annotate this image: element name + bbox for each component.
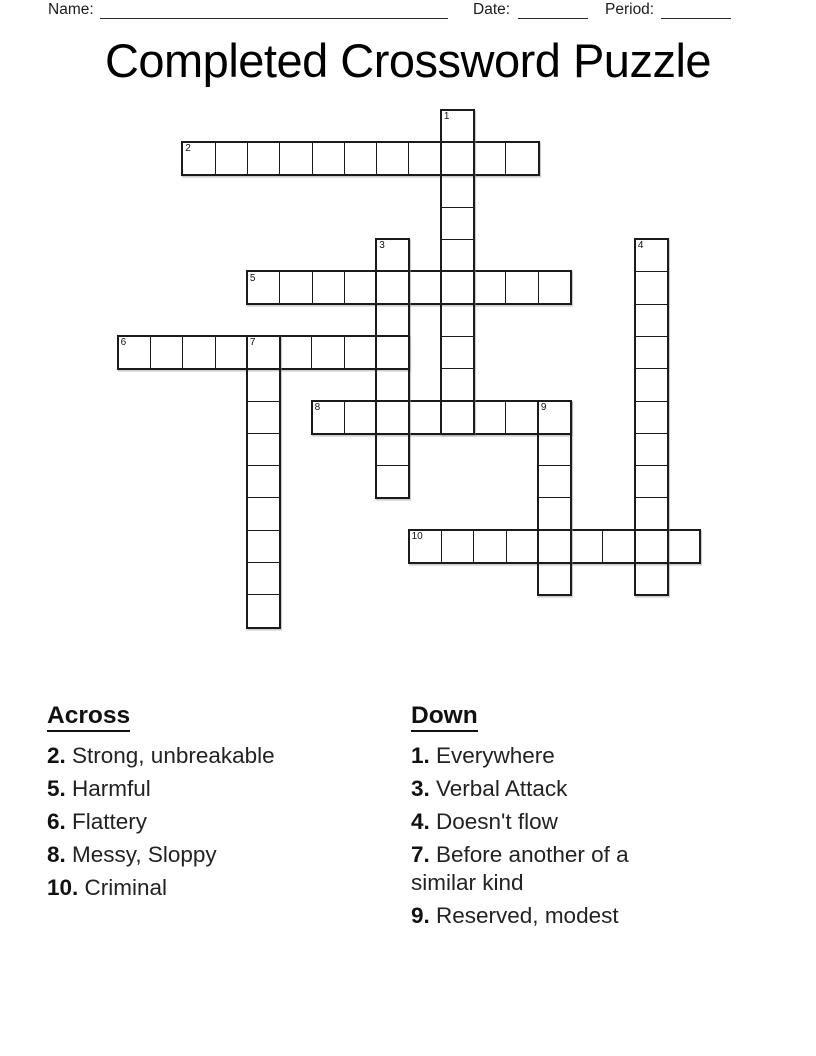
crossword-cell[interactable] (636, 304, 667, 336)
crossword-cell[interactable] (408, 143, 440, 174)
crossword-cell[interactable] (248, 497, 279, 529)
period-field[interactable] (661, 2, 731, 19)
crossword-cell[interactable] (442, 368, 473, 400)
clue-text: Doesn't flow (429, 809, 558, 834)
crossword-cell[interactable] (667, 531, 699, 562)
name-label: Name: (48, 1, 94, 18)
down-clues-section (411, 702, 699, 935)
cell-number-2: 2 (185, 143, 191, 155)
clue-number: 3. (411, 776, 430, 801)
down-clue-list (411, 742, 699, 930)
cell-number-9: 9 (540, 401, 547, 413)
cell-number-7: 7 (249, 337, 256, 349)
clue-text: Harmful (65, 776, 151, 801)
across-heading: Across (47, 702, 130, 732)
crossword-cell[interactable] (377, 400, 408, 432)
crossword-cell[interactable] (602, 531, 634, 562)
crossword-cell[interactable] (539, 433, 570, 465)
crossword-cell[interactable] (636, 401, 667, 433)
clue-number: 4. (411, 809, 430, 834)
clue-3-down (411, 775, 699, 803)
clue-number: 8. (47, 842, 66, 867)
cell-number-6: 6 (120, 337, 127, 349)
crossword-cell[interactable] (473, 272, 505, 303)
crossword-cell[interactable] (376, 143, 408, 174)
crossword-cell[interactable] (215, 337, 247, 368)
crossword-cell[interactable] (442, 271, 473, 303)
clue-text: Strong, unbreakable (65, 743, 275, 768)
date-label: Date: (473, 1, 511, 18)
clue-text: Before another of a similar kind (411, 842, 629, 895)
down-heading: Down (411, 702, 478, 732)
clue-7-down (411, 841, 699, 897)
crossword-cell[interactable] (182, 337, 214, 368)
crossword-cell[interactable] (473, 531, 505, 562)
crossword-cell[interactable] (636, 433, 667, 465)
crossword-cell[interactable] (570, 531, 602, 562)
clue-number: 10. (47, 875, 79, 900)
crossword-cell[interactable] (505, 402, 537, 433)
clue-text: Reserved, modest (429, 903, 619, 928)
clue-text: Everywhere (429, 743, 555, 768)
crossword-cell[interactable] (539, 562, 570, 594)
crossword-cell[interactable] (538, 272, 570, 303)
word-7-down (246, 335, 281, 629)
crossword-cell[interactable] (279, 143, 311, 174)
crossword-cell[interactable] (636, 336, 667, 368)
clue-number: 2. (47, 743, 66, 768)
name-field[interactable] (100, 2, 448, 19)
crossword-cell[interactable] (248, 594, 279, 626)
crossword-cell[interactable] (279, 337, 311, 368)
crossword-cell[interactable] (377, 304, 408, 336)
crossword-cell[interactable] (505, 272, 537, 303)
crossword-cell[interactable] (442, 336, 473, 368)
cell-number-3: 3 (379, 240, 385, 252)
across-clues-section (47, 702, 397, 907)
crossword-cell[interactable] (312, 143, 344, 174)
crossword-cell[interactable] (215, 143, 247, 174)
crossword-cell[interactable] (248, 433, 279, 465)
crossword-cell[interactable] (442, 400, 473, 432)
clue-2-across (47, 742, 397, 770)
clue-8-across (47, 841, 397, 869)
crossword-cell[interactable] (248, 368, 279, 400)
crossword-cell[interactable] (539, 465, 570, 497)
crossword-cell[interactable] (247, 143, 279, 174)
clue-5-across (47, 775, 397, 803)
crossword-cell[interactable] (377, 465, 408, 497)
clue-text: Flattery (65, 809, 148, 834)
crossword-cell[interactable] (377, 336, 408, 368)
clue-number: 9. (411, 903, 430, 928)
cell-number-1: 1 (443, 111, 450, 122)
crossword-cell[interactable] (279, 272, 311, 303)
crossword-cell[interactable] (441, 531, 473, 562)
clue-1-down (411, 742, 699, 770)
crossword-cell[interactable] (636, 271, 667, 303)
crossword-cell[interactable] (539, 530, 570, 562)
word-3-down (375, 238, 410, 499)
crossword-cell[interactable] (473, 402, 505, 433)
crossword-cell[interactable] (409, 272, 441, 303)
crossword-grid (118, 110, 702, 630)
cell-number-10: 10 (411, 531, 423, 543)
cell-number-5: 5 (249, 272, 256, 284)
crossword-cell[interactable] (377, 368, 408, 400)
clue-number: 7. (411, 842, 430, 867)
crossword-cell[interactable] (506, 531, 538, 562)
crossword-cell[interactable] (377, 271, 408, 303)
clue-number: 6. (47, 809, 66, 834)
crossword-cell[interactable] (248, 530, 279, 562)
crossword-cell[interactable] (505, 143, 537, 174)
word-9-down (537, 400, 572, 597)
crossword-cell[interactable] (442, 239, 473, 271)
crossword-cell[interactable] (344, 272, 376, 303)
crossword-cell[interactable] (442, 303, 473, 335)
crossword-cell[interactable] (150, 337, 182, 368)
clue-text: Criminal (78, 875, 168, 900)
crossword-cell[interactable] (442, 142, 473, 174)
clue-number: 1. (411, 743, 430, 768)
clue-number: 5. (47, 776, 66, 801)
across-clue-list (47, 742, 397, 902)
crossword-cell[interactable] (539, 497, 570, 529)
crossword-cell[interactable] (248, 465, 279, 497)
crossword-cell[interactable] (636, 497, 667, 529)
crossword-cell[interactable] (442, 207, 473, 239)
crossword-cell[interactable] (442, 174, 473, 206)
word-4-down (634, 238, 669, 596)
crossword-cell[interactable] (473, 143, 505, 174)
clue-text: Verbal Attack (429, 776, 568, 801)
cell-number-4: 4 (637, 240, 644, 252)
crossword-cell[interactable] (311, 337, 343, 368)
page-title: Completed Crossword Puzzle (104, 34, 712, 87)
clue-4-down (411, 808, 699, 836)
clue-9-down (411, 902, 699, 930)
crossword-cell[interactable] (312, 272, 344, 303)
clue-text: Messy, Sloppy (65, 842, 217, 867)
crossword-cell[interactable] (636, 368, 667, 400)
clue-6-across (47, 808, 397, 836)
word-1-down (440, 109, 475, 435)
clue-10-across (47, 874, 397, 902)
crossword-cell[interactable] (636, 530, 667, 562)
crossword-cell[interactable] (636, 562, 667, 594)
date-field[interactable] (518, 2, 588, 19)
crossword-cell[interactable] (636, 465, 667, 497)
crossword-cell[interactable] (377, 433, 408, 465)
word-2-across (181, 141, 539, 176)
crossword-cell[interactable] (248, 562, 279, 594)
cell-number-8: 8 (314, 401, 321, 413)
crossword-cell[interactable] (248, 401, 279, 433)
crossword-cell[interactable] (409, 402, 441, 433)
period-label: Period: (605, 1, 655, 18)
crossword-cell[interactable] (344, 402, 376, 433)
crossword-cell[interactable] (344, 143, 376, 174)
crossword-cell[interactable] (344, 337, 376, 368)
